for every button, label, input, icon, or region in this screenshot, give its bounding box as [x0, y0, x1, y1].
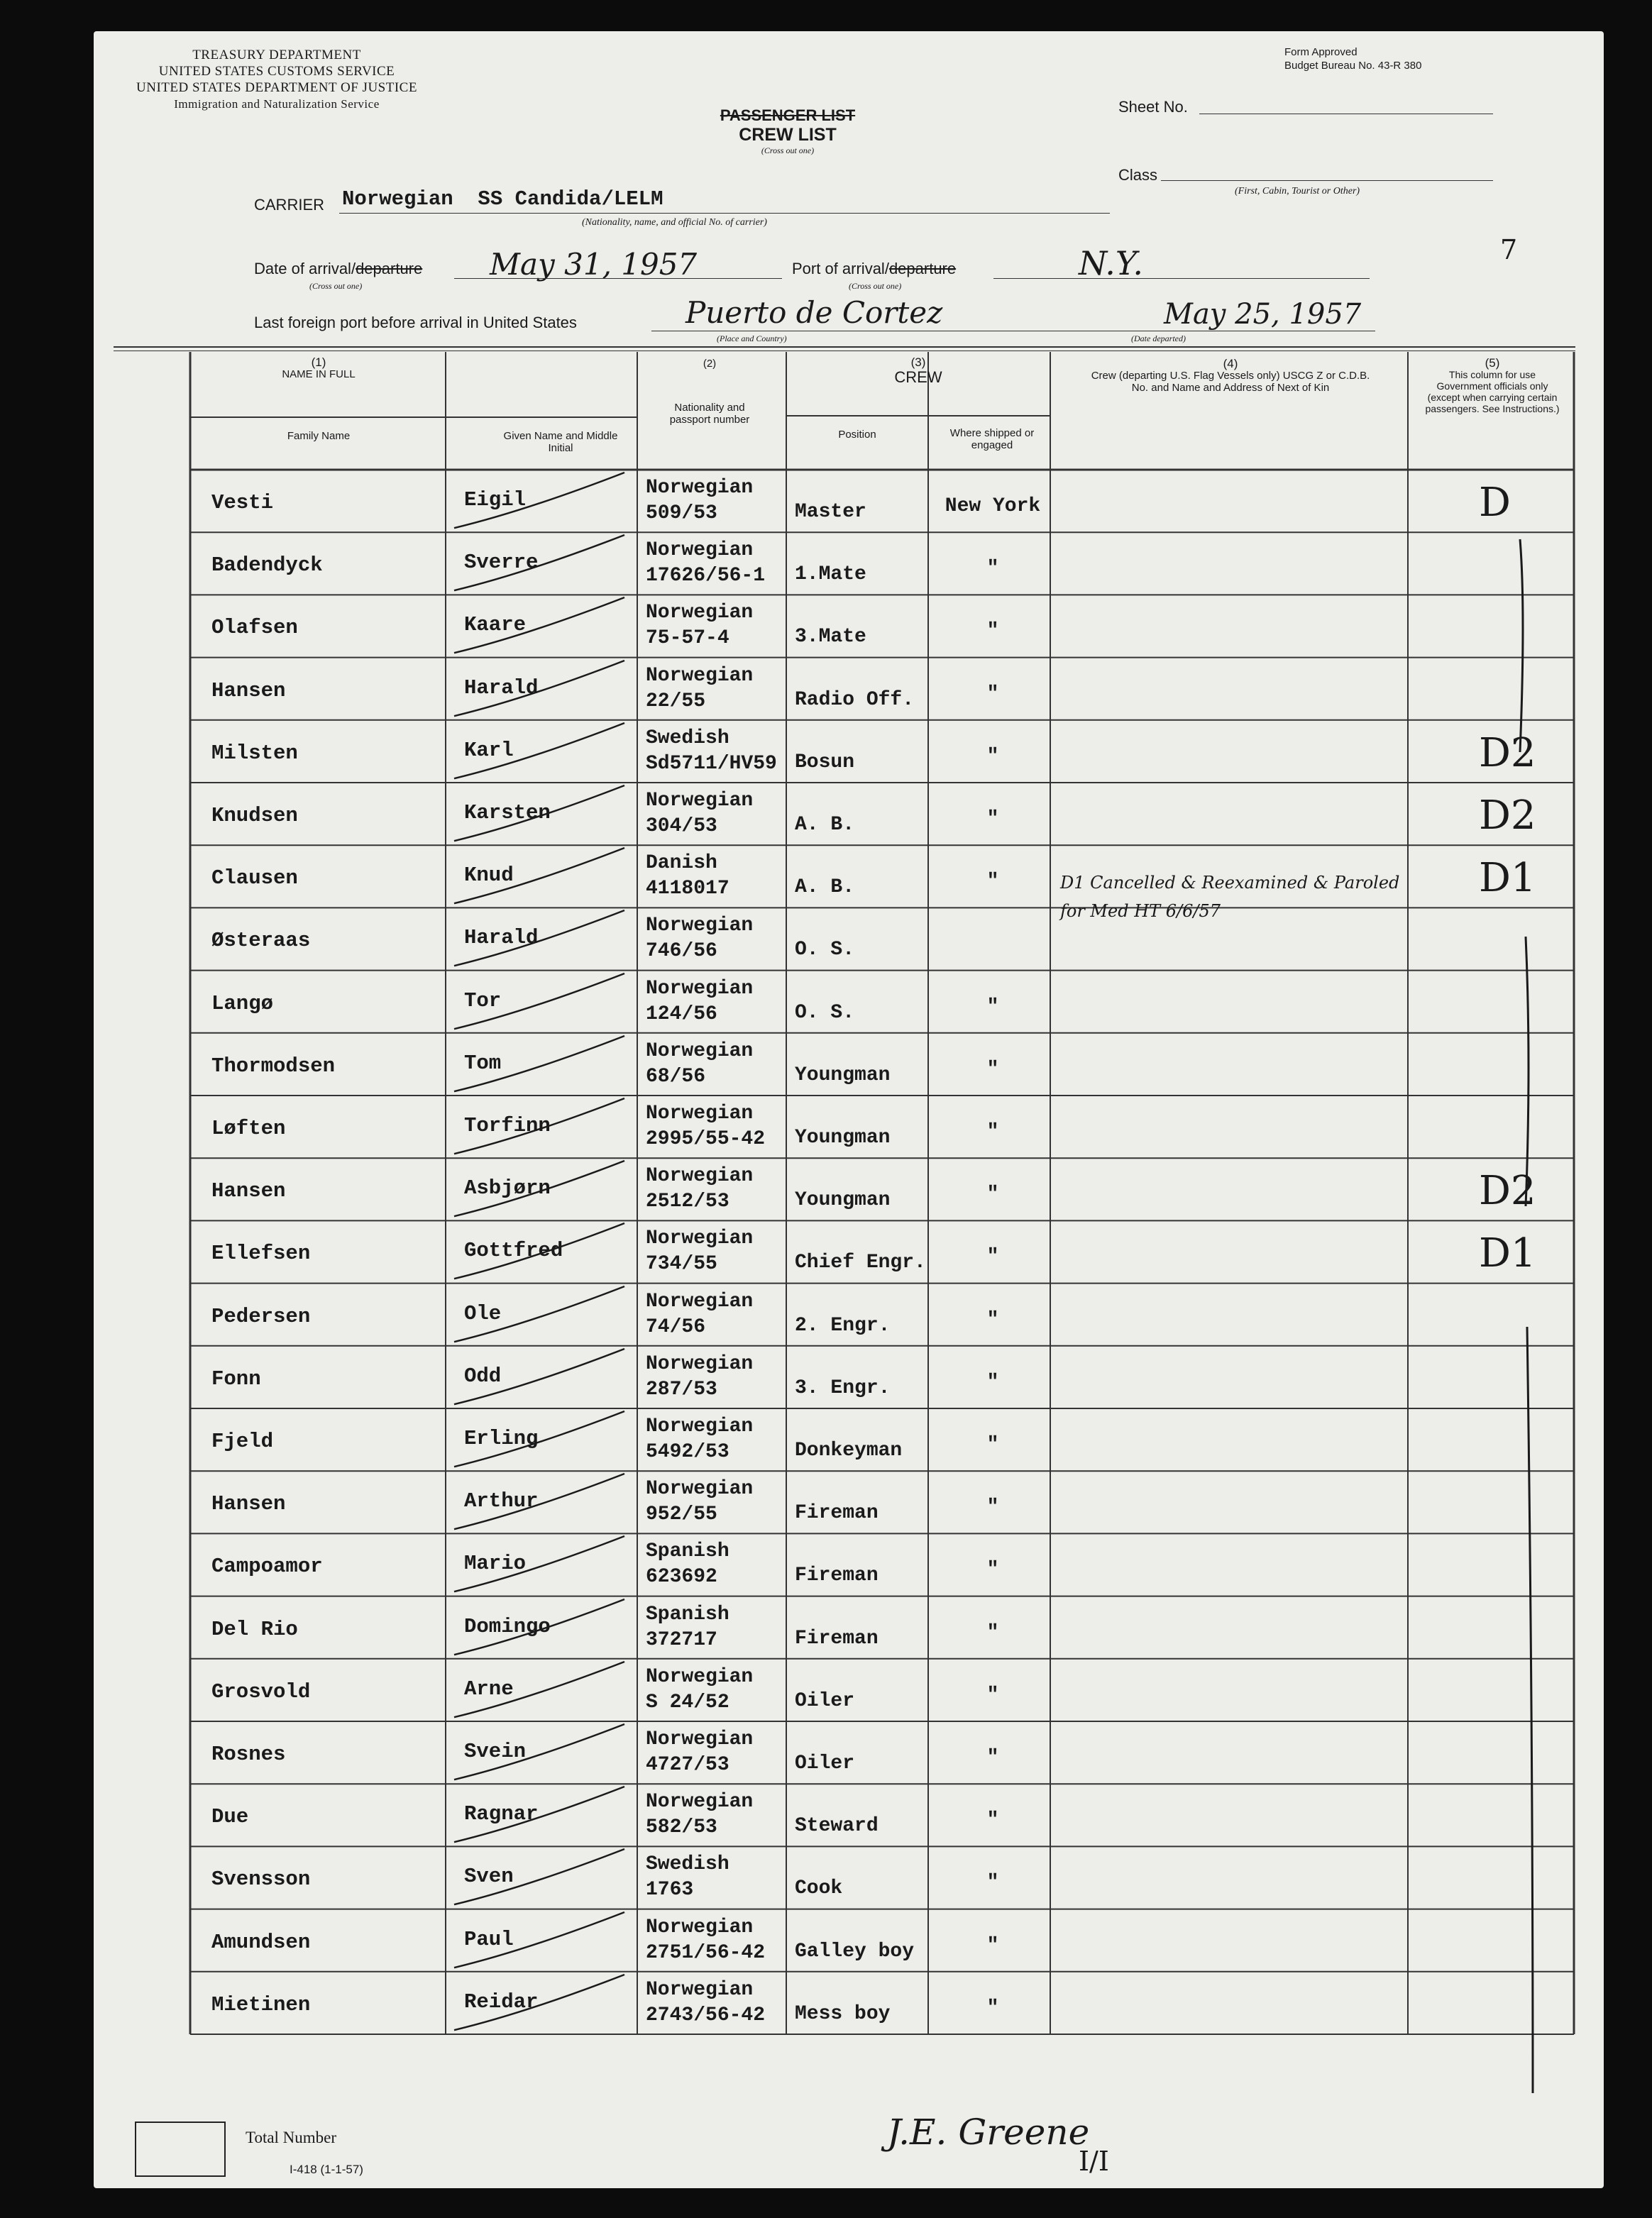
where-shipped: ": [986, 1934, 999, 1957]
nationality: Norwegian: [646, 1728, 754, 1750]
passport-number: 952/55: [646, 1504, 717, 1526]
official-mark: D2: [1479, 729, 1536, 776]
where-shipped: ": [986, 1184, 999, 1206]
official-mark: D2: [1479, 1168, 1536, 1215]
port-hint: (Cross out one): [849, 281, 902, 291]
nationality: Norwegian: [646, 477, 754, 499]
title-struck: PASSENGER LIST: [720, 106, 856, 124]
family-name: Hansen: [211, 1179, 286, 1203]
passport-number: Sd5711/HV59: [646, 752, 777, 775]
where-shipped: ": [986, 1434, 999, 1456]
nationality: Norwegian: [646, 790, 754, 812]
official-mark: D1: [1479, 1230, 1536, 1277]
position: O. S.: [795, 1001, 855, 1024]
nationality: Norwegian: [646, 1290, 754, 1313]
where-shipped: ": [986, 745, 999, 768]
position: Fireman: [795, 1627, 879, 1650]
nationality: Norwegian: [646, 1352, 754, 1375]
family-name: Rosnes: [211, 1743, 286, 1766]
inspector-mark: I/I: [1079, 2146, 1109, 2177]
agency-line: TREASURY DEPARTMENT: [192, 48, 361, 62]
nationality: Swedish: [646, 727, 729, 749]
given-name: Karsten: [464, 801, 551, 824]
nationality: Norwegian: [646, 1416, 754, 1438]
passport-number: 509/53: [646, 502, 717, 524]
given-name: Tor: [464, 988, 502, 1013]
where-shipped: ": [986, 1809, 999, 1832]
family-name: Fjeld: [211, 1430, 274, 1453]
family-name: Grosvold: [211, 1679, 311, 1704]
given-name: Erling: [464, 1427, 539, 1450]
port-label: Port of arrival/departure: [792, 260, 957, 277]
form-approved-text: Form Approved: [1284, 46, 1358, 58]
family-name: Østeraas: [211, 929, 311, 953]
passport-number: 68/56: [646, 1065, 706, 1088]
page-number: 7: [1500, 234, 1518, 265]
where-shipped: ": [986, 1246, 999, 1269]
column-header-nationality: Nationality and passport number: [669, 402, 750, 426]
carrier-label: CARRIER: [254, 196, 325, 214]
family-name: Hansen: [211, 678, 286, 702]
where-shipped: ": [986, 1997, 999, 2019]
position: Mess boy: [795, 2002, 891, 2025]
passport-number: 74/56: [646, 1315, 706, 1338]
given-name: Eigil: [464, 488, 527, 512]
passport-number: 734/55: [646, 1253, 717, 1276]
family-name: Svensson: [211, 1867, 311, 1892]
position: Chief Engr.: [795, 1252, 926, 1274]
nationality: Norwegian: [646, 1039, 754, 1062]
nationality: Norwegian: [646, 664, 754, 687]
position: 3.Mate: [795, 626, 866, 649]
position: Oiler: [795, 1753, 855, 1775]
passport-number: 2995/55-42: [646, 1128, 766, 1150]
last-port-value: Puerto de Cortez: [685, 295, 943, 330]
column-header-next-of-kin: (4) Crew (departing U.S. Flag Vessels only) USCG Z or C.D.B. No. and Name and Address of Next of Kin: [1091, 357, 1370, 394]
given-name: Domingo: [464, 1614, 551, 1638]
family-name: Clausen: [211, 866, 298, 890]
given-name: Knud: [464, 864, 514, 888]
family-name: Pedersen: [211, 1304, 311, 1328]
sheet-label: Sheet No.: [1118, 98, 1188, 116]
position: 1.Mate: [795, 563, 866, 586]
where-shipped: ": [986, 1121, 999, 1143]
column-header-family: Family Name: [287, 430, 351, 442]
column-header-given: Given Name and Middle Initial: [503, 430, 618, 454]
nationality: Norwegian: [646, 1478, 754, 1501]
family-name: Due: [211, 1805, 249, 1829]
nationality: Spanish: [646, 1540, 729, 1563]
family-name: Campoamor: [211, 1555, 323, 1579]
position: Steward: [795, 1815, 879, 1838]
given-name: Tom: [464, 1051, 502, 1075]
arrival-date-hint: (Cross out one): [309, 281, 363, 291]
given-name: Reidar: [464, 1990, 539, 2014]
nationality: Norwegian: [646, 915, 754, 937]
official-mark: D1: [1479, 855, 1536, 902]
family-name: Thormodsen: [211, 1054, 336, 1078]
passport-number: 1763: [646, 1879, 694, 1902]
given-name: Paul: [464, 1927, 514, 1951]
nationality: Swedish: [646, 1853, 729, 1876]
carrier-hint: (Nationality, name, and official No. of carrier): [582, 217, 767, 228]
column-header-shipped: Where shipped or engaged: [949, 427, 1035, 451]
passport-number: 22/55: [646, 690, 706, 712]
passport-number: 2743/56-42: [646, 2004, 766, 2026]
where-shipped: ": [986, 683, 999, 705]
where-shipped: ": [986, 995, 999, 1018]
given-name: Sven: [464, 1865, 514, 1889]
where-shipped: ": [986, 808, 999, 830]
where-shipped: ": [986, 1621, 999, 1644]
budget-bureau-text: Budget Bureau No. 43-R 380: [1284, 60, 1422, 72]
position: Radio Off.: [795, 688, 915, 711]
column-header-position: Position: [838, 429, 876, 441]
where-shipped: ": [986, 558, 999, 580]
position: Galley boy: [795, 1940, 915, 1963]
given-name: Kaare: [464, 613, 527, 637]
passport-number: 4727/53: [646, 1754, 729, 1776]
passport-number: 124/56: [646, 1003, 717, 1025]
nationality: Danish: [646, 852, 717, 875]
form-number: I-418 (1-1-57): [290, 2163, 363, 2176]
position: O. S.: [795, 939, 855, 961]
passport-number: 372717: [646, 1628, 717, 1651]
nationality: Norwegian: [646, 1791, 754, 1814]
family-name: Milsten: [211, 741, 298, 765]
agency-line: Immigration and Naturalization Service: [174, 97, 380, 111]
passport-number: 746/56: [646, 940, 717, 963]
where-shipped: ": [986, 1371, 999, 1394]
given-name: Svein: [464, 1740, 527, 1763]
where-shipped: ": [986, 1496, 999, 1519]
family-name: Amundsen: [211, 1930, 311, 1954]
position: Oiler: [795, 1689, 855, 1712]
passport-number: 287/53: [646, 1378, 717, 1401]
position: Youngman: [795, 1064, 891, 1086]
where-shipped: ": [986, 620, 999, 643]
passport-number: 17626/56-1: [646, 565, 766, 587]
nationality: Norwegian: [646, 1103, 754, 1125]
agency-line: UNITED STATES CUSTOMS SERVICE: [158, 64, 395, 79]
arrival-date-label: Date of arrival/departure: [254, 260, 423, 277]
title-hint: (Cross out one): [761, 145, 815, 155]
family-name: Mietinen: [211, 1992, 311, 2016]
given-name: Harald: [464, 675, 539, 700]
family-name: Del Rio: [211, 1617, 298, 1641]
next-of-kin-annotation: D1 Cancelled & Reexamined & Paroled for Med HT 6/6/57: [1060, 873, 1400, 921]
given-name: Arthur: [464, 1489, 539, 1513]
given-name: Torfinn: [464, 1114, 551, 1137]
last-port-hint: (Place and Country): [717, 333, 787, 343]
position: Youngman: [795, 1127, 891, 1149]
position: Fireman: [795, 1565, 879, 1587]
nationality: Norwegian: [646, 602, 754, 624]
departed-date-value: May 25, 1957: [1164, 298, 1362, 331]
class-hint: (First, Cabin, Tourist or Other): [1235, 186, 1360, 197]
where-shipped: ": [986, 1559, 999, 1582]
position: 2. Engr.: [795, 1314, 891, 1337]
where-shipped: ": [986, 1747, 999, 1769]
where-shipped: ": [986, 1872, 999, 1894]
arrival-date-value: May 31, 1957: [490, 247, 698, 282]
column-header-crew: (3) CREW: [894, 355, 942, 386]
position: Fireman: [795, 1502, 879, 1525]
family-name: Løften: [211, 1117, 286, 1140]
position: Donkeyman: [795, 1440, 903, 1462]
given-name: Mario: [464, 1552, 527, 1576]
port-value: N.Y.: [1079, 244, 1143, 282]
passport-number: 304/53: [646, 815, 717, 837]
position: A. B.: [795, 814, 855, 836]
nationality: Spanish: [646, 1603, 729, 1626]
family-name: Ellefsen: [211, 1242, 311, 1266]
passport-number: 582/53: [646, 1816, 717, 1839]
nationality: Norwegian: [646, 1916, 754, 1938]
title-main: CREW LIST: [739, 125, 837, 145]
given-name: Harald: [464, 926, 539, 950]
class-label: Class: [1118, 166, 1158, 184]
last-port-label: Last foreign port before arrival in United States: [254, 314, 577, 331]
official-mark: D: [1479, 480, 1511, 526]
passport-number: 2751/56-42: [646, 1941, 766, 1964]
given-name: Odd: [464, 1364, 502, 1388]
position: Bosun: [795, 751, 855, 773]
passport-number: 623692: [646, 1566, 717, 1589]
nationality: Norwegian: [646, 1978, 754, 2001]
column-header-nationality-num: (2): [703, 358, 717, 370]
given-name: Karl: [464, 738, 514, 762]
departed-hint: (Date departed): [1131, 333, 1186, 343]
given-name: Ragnar: [464, 1802, 539, 1826]
carrier-value: Norwegian SS Candida/LELM: [342, 187, 663, 211]
family-name: Knudsen: [211, 804, 298, 827]
family-name: Langø: [211, 991, 274, 1015]
position: Cook: [795, 1877, 843, 1900]
where-shipped: ": [986, 1684, 999, 1706]
agency-line: UNITED STATES DEPARTMENT OF JUSTICE: [136, 80, 417, 95]
nationality: Norwegian: [646, 1665, 754, 1688]
inspector-signature: J.E. Greene: [887, 2112, 1090, 2153]
where-shipped: New York: [945, 495, 1041, 517]
nationality: Norwegian: [646, 977, 754, 1000]
family-name: Vesti: [211, 491, 274, 514]
total-number-label: Total Number: [246, 2129, 337, 2146]
given-name: Arne: [464, 1677, 514, 1701]
official-mark: D2: [1479, 793, 1536, 839]
where-shipped: ": [986, 1058, 999, 1081]
position: A. B.: [795, 876, 855, 899]
position: Youngman: [795, 1189, 891, 1212]
passport-number: 2512/53: [646, 1191, 729, 1213]
family-name: Hansen: [211, 1492, 286, 1516]
nationality: Norwegian: [646, 1227, 754, 1250]
given-name: Sverre: [464, 551, 539, 575]
total-number-box: [135, 2122, 226, 2177]
nationality: Norwegian: [646, 539, 754, 562]
position: Master: [795, 501, 866, 523]
position: 3. Engr.: [795, 1376, 891, 1399]
where-shipped: ": [986, 1308, 999, 1331]
where-shipped: ": [986, 871, 999, 893]
given-name: Gottfred: [464, 1239, 563, 1263]
family-name: Fonn: [211, 1367, 261, 1391]
column-header-official: (5) This column for use Government officials only (except when carrying certain passengers. See Instructions.): [1425, 356, 1560, 414]
family-name: Badendyck: [211, 553, 323, 578]
passport-number: 75-57-4: [646, 627, 729, 650]
given-name: Ole: [464, 1301, 502, 1325]
passport-number: 5492/53: [646, 1441, 729, 1463]
column-header-name: (1) NAME IN FULL: [282, 355, 356, 380]
given-name: Asbjørn: [464, 1176, 551, 1201]
family-name: Olafsen: [211, 616, 298, 640]
passport-number: 4118017: [646, 878, 729, 900]
nationality: Norwegian: [646, 1165, 754, 1188]
passport-number: S 24/52: [646, 1691, 729, 1714]
